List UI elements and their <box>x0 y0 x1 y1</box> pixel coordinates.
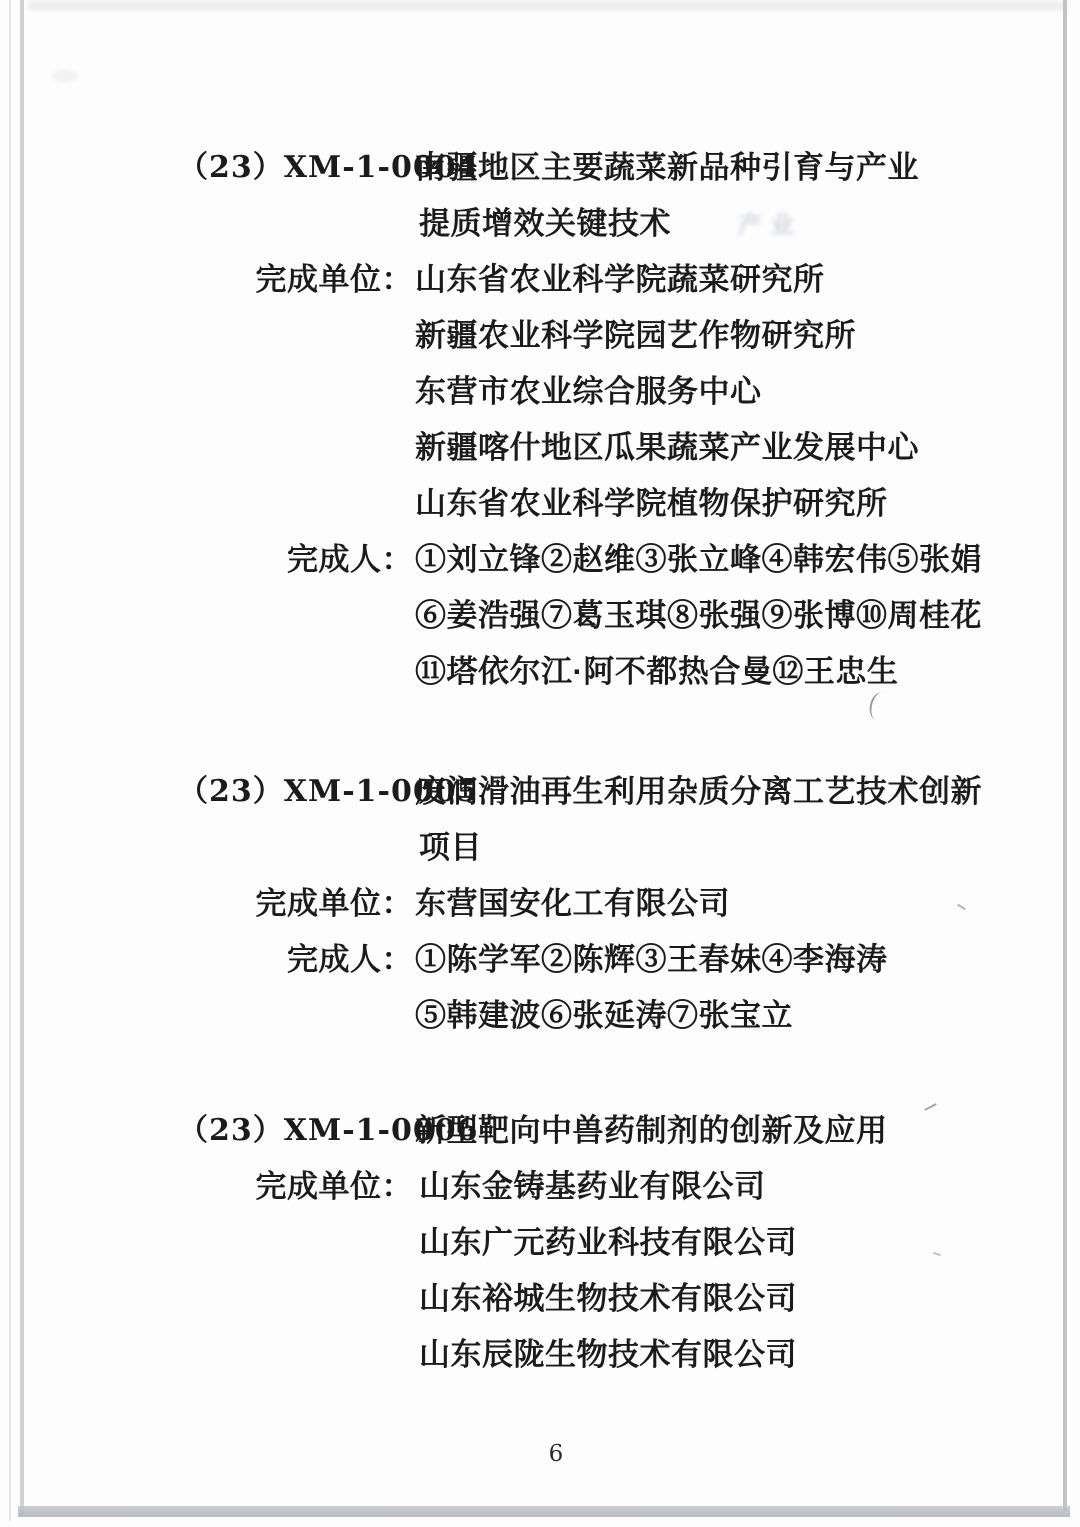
project-title-line: 项目 <box>419 830 482 865</box>
project-code: （23）XM-1-0004 <box>178 150 479 185</box>
spacer <box>178 588 413 644</box>
unit-name: 东营市农业综合服务中心 <box>415 374 762 409</box>
people-row <box>0 988 1080 1044</box>
project-title-line: 废润滑油再生利用杂质分离工艺技术创新 <box>415 774 982 809</box>
units-label: 完成单位： <box>255 262 413 297</box>
unit-name: 山东辰陇生物技术有限公司 <box>419 1337 797 1372</box>
unit-name: 山东省农业科学院植物保护研究所 <box>415 486 888 521</box>
people-row <box>0 588 1080 644</box>
people-row <box>0 644 1080 700</box>
spacer <box>178 820 413 876</box>
unit-name: 新疆农业科学院园艺作物研究所 <box>415 318 856 353</box>
units-row <box>0 364 1080 420</box>
project-entry <box>0 764 1080 1044</box>
scan-edge-bottom <box>18 1506 1070 1517</box>
unit-name: 山东金铸基药业有限公司 <box>419 1169 766 1204</box>
page-number: 6 <box>548 1441 564 1467</box>
project-code: （23）XM-1-0006 <box>178 1113 479 1148</box>
people-row <box>0 932 1080 988</box>
entry-title-row <box>0 196 1080 252</box>
people-names: ⑤韩建波⑥张延涛⑦张宝立 <box>415 998 793 1033</box>
people-names: ⑥姜浩强⑦葛玉琪⑧张强⑨张博⑩周桂花 <box>415 598 982 633</box>
units-row <box>0 1215 1080 1271</box>
units-row <box>0 1159 1080 1215</box>
spacer <box>178 988 413 1044</box>
ink-bleed-through: 产业 <box>738 212 802 239</box>
people-label: 完成人： <box>287 542 413 577</box>
entry-title-row <box>0 820 1080 876</box>
entry-heading-row <box>0 140 1080 196</box>
entry-heading-row <box>0 1103 1080 1159</box>
people-row <box>0 532 1080 588</box>
spacer <box>178 1327 413 1383</box>
spacer <box>178 476 413 532</box>
unit-name: 山东广元药业科技有限公司 <box>419 1225 797 1260</box>
project-entry <box>0 1103 1080 1383</box>
unit-name: 山东裕城生物技术有限公司 <box>419 1281 797 1316</box>
spacer <box>178 420 413 476</box>
people-names: ①刘立锋②赵维③张立峰④韩宏伟⑤张娟 <box>415 542 982 577</box>
project-title-line: 新型靶向中兽药制剂的创新及应用 <box>415 1113 888 1148</box>
spacer <box>178 1271 413 1327</box>
units-row <box>0 876 1080 932</box>
project-entry <box>0 140 1080 700</box>
units-row <box>0 1271 1080 1327</box>
units-row <box>0 420 1080 476</box>
units-row <box>0 252 1080 308</box>
unit-name: 山东省农业科学院蔬菜研究所 <box>415 262 825 297</box>
units-row <box>0 308 1080 364</box>
unit-name: 新疆喀什地区瓜果蔬菜产业发展中心 <box>415 430 919 465</box>
people-label: 完成人： <box>287 942 413 977</box>
spacer <box>178 364 413 420</box>
spacer <box>178 308 413 364</box>
unit-name: 东营国安化工有限公司 <box>415 886 730 921</box>
entry-heading-row <box>0 764 1080 820</box>
project-code: （23）XM-1-0005 <box>178 774 479 809</box>
project-title-line: 提质增效关键技术 <box>419 206 671 241</box>
spacer <box>178 196 413 252</box>
units-label: 完成单位： <box>255 1169 413 1204</box>
units-row <box>0 1327 1080 1383</box>
people-names: ⑪塔依尔江·阿不都热合曼⑫王忠生 <box>415 654 899 689</box>
people-names: ①陈学军②陈辉③王春妹④李海涛 <box>415 942 888 977</box>
units-label: 完成单位： <box>255 886 413 921</box>
spacer <box>178 644 413 700</box>
units-row <box>0 476 1080 532</box>
spacer <box>178 1215 413 1271</box>
project-title-line: 南疆地区主要蔬菜新品种引育与产业 <box>415 150 919 185</box>
